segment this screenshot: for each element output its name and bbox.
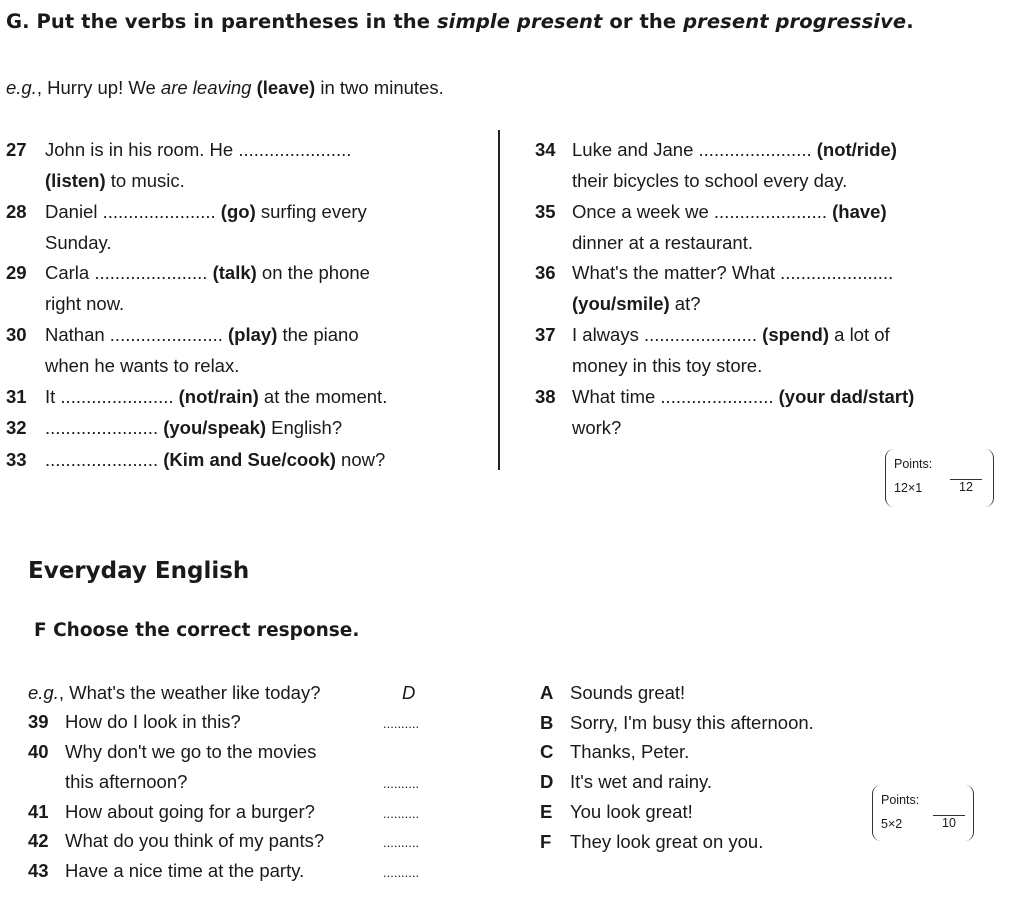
points-label: Points: bbox=[881, 793, 920, 807]
response-letter: D bbox=[540, 771, 554, 793]
exercise-37-line2 bbox=[572, 355, 762, 377]
exercise-32-line1 bbox=[45, 417, 342, 439]
sentence-text: now? bbox=[335, 449, 386, 470]
answer-blank: .......... bbox=[383, 806, 420, 821]
verb-hint: (Kim and Sue/cook) bbox=[158, 449, 336, 470]
section-f-example: e.g., What's the weather like today? bbox=[28, 682, 321, 703]
everyday-english-heading: Everyday English bbox=[28, 558, 250, 584]
answer-blank: ...................... bbox=[713, 201, 827, 222]
sentence-text: money in this toy store. bbox=[572, 355, 763, 376]
response-letter: B bbox=[540, 711, 554, 733]
verb-hint: (play) bbox=[222, 324, 278, 345]
sentence-text: Luke and Jane bbox=[572, 139, 699, 160]
exercise-29-line1 bbox=[45, 262, 370, 284]
sentence-text: Daniel bbox=[45, 201, 103, 222]
sentence-text: Carla bbox=[45, 262, 95, 283]
exercise-number: 32 bbox=[6, 417, 27, 438]
sentence-text: Sunday. bbox=[45, 232, 112, 253]
exercise-27-line1 bbox=[45, 139, 351, 161]
exercise-35-line2 bbox=[572, 232, 753, 254]
answer-blank: ...................... bbox=[109, 324, 223, 345]
exercise-38-line2 bbox=[572, 417, 621, 439]
sentence-text: I always bbox=[572, 324, 644, 345]
exercise-27-line2 bbox=[45, 170, 185, 192]
question-40-text: Why don't we go to the movies bbox=[65, 741, 317, 762]
exercise-29-line2 bbox=[45, 293, 124, 315]
points-calc: 12×1 bbox=[894, 481, 923, 495]
section-g-title: G. Put the verbs in parentheses in the simple present or the present progressive. bbox=[6, 10, 914, 33]
verb-hint: (listen) bbox=[45, 170, 106, 191]
exercise-number: 31 bbox=[6, 386, 27, 407]
exercise-34-line2 bbox=[572, 170, 847, 192]
answer-blank: .......... bbox=[383, 716, 420, 731]
exercise-36-line2 bbox=[572, 293, 701, 315]
answer-blank: ...................... bbox=[238, 139, 352, 160]
response-letter: C bbox=[540, 741, 554, 763]
question-number: 42 bbox=[28, 830, 49, 851]
sentence-text: on the phone bbox=[256, 262, 370, 283]
section-g-example: e.g., Hurry up! We are leaving (leave) in two minutes. bbox=[6, 77, 444, 98]
section-f-title: F Choose the correct response. bbox=[34, 620, 360, 641]
column-divider bbox=[498, 130, 500, 470]
sentence-text: Once a week we bbox=[572, 201, 714, 222]
exercise-number: 27 bbox=[6, 139, 27, 160]
sentence-text: at the moment. bbox=[258, 386, 388, 407]
response-letter: E bbox=[540, 800, 553, 822]
verb-hint: (not/ride) bbox=[811, 139, 897, 160]
sentence-text: What's the matter? What bbox=[572, 262, 781, 283]
answer-blank: ...................... bbox=[643, 324, 758, 345]
points-box-f bbox=[872, 785, 974, 841]
response-D-text: It's wet and rainy. bbox=[570, 771, 713, 793]
response-letter: F bbox=[540, 830, 552, 852]
answer-blank: .......... bbox=[383, 776, 420, 791]
answer-blank: ...................... bbox=[45, 417, 159, 438]
verb-hint: (you/smile) bbox=[572, 293, 670, 314]
answer-blank: ...................... bbox=[660, 386, 774, 407]
response-A-text: Sounds great! bbox=[570, 682, 686, 703]
sentence-text: right now. bbox=[45, 293, 125, 314]
sentence-text: It bbox=[45, 386, 61, 407]
sentence-text: work? bbox=[572, 417, 622, 438]
sentence-text: when he wants to relax. bbox=[45, 355, 240, 376]
points-total: 12 bbox=[950, 479, 982, 494]
exercise-35-line1 bbox=[572, 201, 887, 223]
answer-blank: .......... bbox=[383, 835, 420, 850]
verb-hint: (you/speak) bbox=[158, 417, 267, 438]
sentence-text: the piano bbox=[277, 324, 359, 345]
sentence-text: to music. bbox=[105, 170, 185, 191]
points-label: Points: bbox=[894, 457, 933, 471]
question-40-text-cont: this afternoon? bbox=[65, 771, 188, 792]
response-letter: A bbox=[540, 682, 554, 703]
verb-hint: (not/rain) bbox=[173, 386, 259, 407]
sentence-text: What time bbox=[572, 386, 661, 407]
exercise-37-line1 bbox=[572, 324, 890, 346]
response-F-text: They look great on you. bbox=[570, 830, 764, 852]
question-number: 43 bbox=[28, 860, 49, 881]
sentence-text: dinner at a restaurant. bbox=[572, 232, 753, 253]
points-box-g bbox=[885, 449, 994, 507]
exercise-30-line1 bbox=[45, 324, 359, 346]
answer-blank: ...................... bbox=[60, 386, 174, 407]
verb-hint: (have) bbox=[826, 201, 887, 222]
exercise-28-line2 bbox=[45, 232, 112, 254]
answer-blank: ...................... bbox=[102, 201, 216, 222]
question-41-text: How about going for a burger? bbox=[65, 801, 315, 822]
verb-hint: (spend) bbox=[757, 324, 829, 345]
question-39-text: How do I look in this? bbox=[65, 711, 241, 732]
question-43-text: Have a nice time at the party. bbox=[65, 860, 305, 881]
answer-blank: ...................... bbox=[698, 139, 812, 160]
exercise-number: 33 bbox=[6, 449, 27, 470]
exercise-number: 28 bbox=[6, 201, 27, 222]
verb-hint: (go) bbox=[215, 201, 256, 222]
exercise-number: 36 bbox=[535, 262, 556, 283]
answer-blank: ...................... bbox=[780, 262, 894, 283]
verb-hint: (talk) bbox=[207, 262, 257, 283]
points-total: 10 bbox=[933, 815, 965, 830]
sentence-text: surfing every bbox=[255, 201, 367, 222]
exercise-31-line1 bbox=[45, 386, 387, 408]
exercise-33-line1 bbox=[45, 449, 385, 471]
sentence-text: at? bbox=[669, 293, 701, 314]
sentence-text: Nathan bbox=[45, 324, 110, 345]
question-42-text: What do you think of my pants? bbox=[65, 830, 325, 851]
verb-hint: (your dad/start) bbox=[773, 386, 915, 407]
exercise-30-line2 bbox=[45, 355, 239, 377]
exercise-number: 29 bbox=[6, 262, 27, 283]
points-calc: 5×2 bbox=[881, 817, 903, 831]
exercise-28-line1 bbox=[45, 201, 367, 223]
exercise-36-line1 bbox=[572, 262, 893, 284]
exercise-number: 37 bbox=[535, 324, 556, 345]
sentence-text: their bicycles to school every day. bbox=[572, 170, 848, 191]
question-number: 40 bbox=[28, 741, 49, 762]
response-E-text: You look great! bbox=[570, 800, 693, 822]
answer-blank: ...................... bbox=[94, 262, 208, 283]
question-number: 41 bbox=[28, 801, 49, 822]
exercise-38-line1 bbox=[572, 386, 914, 408]
exercise-number: 30 bbox=[6, 324, 27, 345]
sentence-text: a lot of bbox=[829, 324, 890, 345]
exercise-number: 34 bbox=[535, 139, 556, 160]
exercise-34-line1 bbox=[572, 139, 897, 161]
question-number: 39 bbox=[28, 711, 49, 732]
response-B-text: Sorry, I'm busy this afternoon. bbox=[570, 711, 814, 733]
exercise-number: 35 bbox=[535, 201, 556, 222]
sentence-text: English? bbox=[266, 417, 343, 438]
sentence-text: John is in his room. He bbox=[45, 139, 239, 160]
answer-blank: ...................... bbox=[45, 449, 159, 470]
answer-blank: .......... bbox=[383, 865, 420, 880]
section-f-example-answer: D bbox=[402, 682, 416, 703]
response-C-text: Thanks, Peter. bbox=[570, 741, 690, 763]
exercise-number: 38 bbox=[535, 386, 556, 407]
